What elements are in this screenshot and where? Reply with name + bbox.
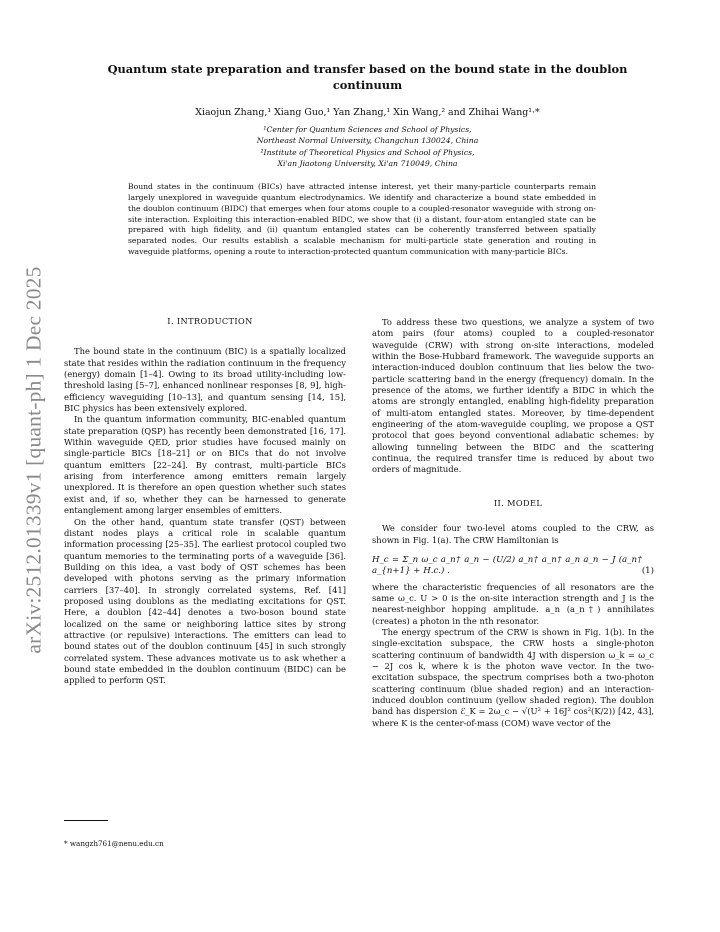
equation-number: (1) — [641, 566, 654, 577]
paragraph: To address these two questions, we analyze a system of two atom pairs (four atoms) coupled to a coupled-resonator waveguide (CRW) with strong on-site interactions, modeled within the Bose-Hubbard framework. The waveguide supports an interaction-induced doublon continuum that lies below the two-particle scattering band in the energy (frequency) domain. In the presence of the atoms, we further identify a BIDC in which the atoms are strongly entangled, enabling high-fidelity preparation of multi-atom entangled states. Moreover, by time-dependent engineering of the atom-waveguide coupling, we propose a QST protocol that goes beyond conventional adiabatic schemes: by allowing tunneling between the BIDC and the scattering continua, the required transfer time is reduced by about two orders of magnitude. — [372, 317, 654, 475]
abstract: Bound states in the continuum (BICs) have attracted intense interest, yet their many-particle counterparts remain largely unexplored in waveguide quantum electrodynamics. We identify and characterize a bound state embedded in the doublon continuum (BIDC) that emerges when four atoms couple to a coupled-resonator waveguide with strong on-site interaction. Exploiting this interaction-enabled BIDC, we show that (i) a distant, four-atom entangled state can be prepared with high fidelity, and (ii) quantum entangled states can be coherently transferred between spatially separated nodes. Our results establish a scalable mechanism for multi-particle state generation and routing in waveguide platforms, opening a route to interaction-protected quantum communication with many-particle BICs. — [128, 182, 596, 257]
right-column — [372, 317, 654, 729]
affiliation-line: ²Institute of Theoretical Physics and School of Physics, — [260, 147, 475, 157]
affiliation-line: Northeast Normal University, Changchun 130024, China — [256, 136, 479, 146]
paragraph: We consider four two-level atoms coupled to the CRW, as shown in Fig. 1(a). The CRW Hamiltonian is — [372, 523, 654, 545]
paragraph: The energy spectrum of the CRW is shown in Fig. 1(b). In the single-excitation subspace, the CRW hosts a single-photon scattering continuum of bandwidth 4J with dispersion ω_k = ω_c − 2J cos k, where k is the photon wave vector. In the two-excitation subspace, the spectrum comprises both a two-photon scattering continuum (blue shaded region) and an interaction-induced doublon continuum (yellow shaded region). The doublon band has dispersion ℰ_K = 2ω_c − √(U² + 16J² cos²(K/2)) [42, 43], where K is the center-of-mass (COM) wave vector of the — [372, 626, 654, 728]
affiliations — [80, 124, 655, 169]
affiliation-line: ¹Center for Quantum Sciences and School of Physics, — [263, 125, 472, 134]
author-list: Xiaojun Zhang,¹ Xiang Guo,¹ Yan Zhang,¹ Xin Wang,² and Zhihai Wang¹·* — [195, 107, 540, 118]
section-heading: I. INTRODUCTION — [167, 316, 253, 326]
paragraph: In the quantum information community, BIC-enabled quantum state preparation (QSP) has recently been demonstrated [16, 17]. Within waveguide QED, prior studies have focused mainly on single-particle BICs [18–21] or on BICs that do not involve quantum emitters [22–24]. By contrast, multi-particle BICs arising from interference among emitters remain largely unexplored. It is therefore an open question whether such states exist and, if so, whether they can be harnessed to generate entanglement among larger ensembles of emitters. — [64, 414, 346, 516]
equation-1 — [372, 555, 654, 578]
affiliation-line: Xi'an Jiaotong University, Xi'an 710049, China — [277, 158, 458, 168]
footnote: * wangzh761@nenu.edu.cn — [64, 839, 164, 848]
left-column — [64, 316, 346, 687]
equation-body: H_c = Σ_n ω_c a_n† a_n − (U/2) a_n† a_n† a_n a_n − J (a_n† a_{n+1} + H.c.) . — [372, 554, 642, 577]
paragraph: On the other hand, quantum state transfer (QST) between distant nodes plays a critical role in scalable quantum information processing [25–35]. The earliest protocol coupled two quantum memories to the terminating ports of a waveguide [36]. Building on this idea, a vast body of QST schemes has been developed with photons serving as the primary information carriers [37–40]. In strongly correlated systems, Ref. [41] proposed using doublons as the mediating excitations for QST. Here, a doublon [42–44] denotes a two-boson bound state localized on the same or neighboring lattice sites by strong attractive (or repulsive) interactions. The emitters can lead to bound states out of the doublon continuum [45] in such strongly correlated system. These advances motivate us to ask whether a bound state embedded in the doublon continuum (BIDC) can be applied to perform QST. — [64, 516, 346, 686]
paragraph: The bound state in the continuum (BIC) is a spatially localized state that resides within the radiation continuum in the frequency (energy) domain [1–4]. Owing to its broad utility-including low-threshold lasing [5–7], enhanced nonlinear responses [8, 9], high-efficiency waveguiding [10–13], and quantum sensing [14, 15], BIC physics has been extensively explored. — [64, 346, 346, 414]
footnote-rule — [64, 820, 108, 821]
arxiv-identifier: arXiv:2512.01339v1 [quant-ph] 1 Dec 2025 — [21, 266, 46, 654]
paper-title: Quantum state preparation and transfer based on the bound state in the doublon continuum — [107, 62, 628, 92]
section-heading: II. MODEL — [493, 497, 543, 508]
paragraph: where the characteristic frequencies of all resonators are the same ω_c. U > 0 is the on-site interaction strength and J is the nearest-neighbor hopping amplitude. a_n (a_n†) annihilates (creates) a photon in the nth resonator. — [372, 581, 654, 626]
